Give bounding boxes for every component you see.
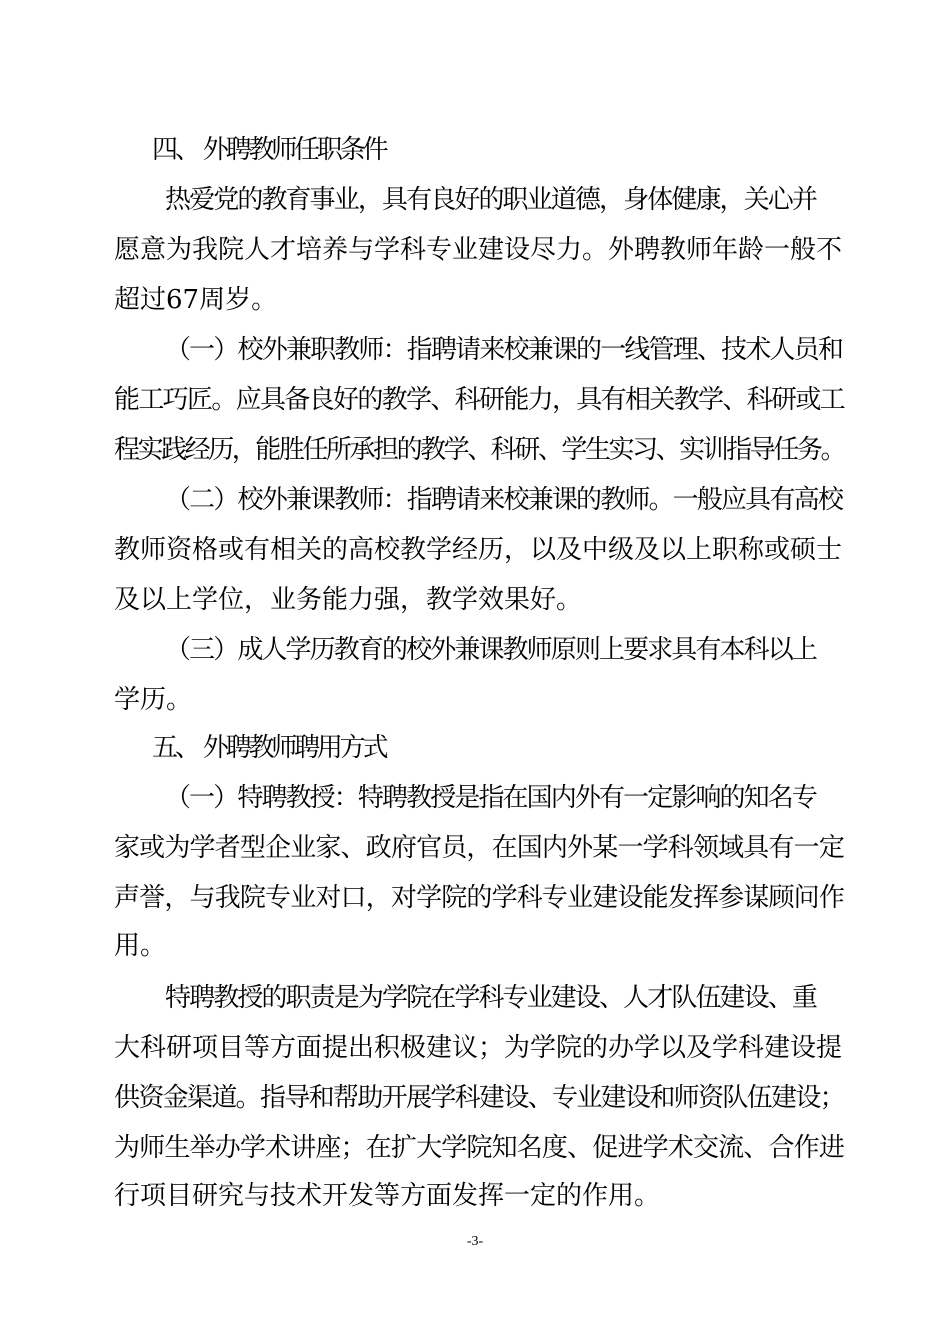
paragraph-line: 声誉，与我院专业对口，对学院的学科专业建设能发挥参谋顾问作 (114, 883, 845, 913)
paragraph-line: 特聘教授的职责是为学院在学科专业建设、人才队伍建设、重 (165, 983, 817, 1013)
page-number: -3- (466, 1234, 484, 1249)
paragraph-line: 程实践经历，能胜任所承担的教学、科研、学生实习、实训指导任务。 (114, 435, 845, 465)
paragraph-line: 用。 (114, 931, 167, 961)
paragraph-line: 大科研项目等方面提出积极建议；为学院的办学以及学科建设提 (114, 1033, 843, 1063)
paragraph-line: 教师资格或有相关的高校教学经历，以及中级及以上职称或硕士 (114, 535, 843, 565)
paragraph-line: 能工巧匠。应具备良好的教学、科研能力，具有相关教学、科研或工 (114, 385, 845, 415)
paragraph-line: 热爱党的教育事业，具有良好的职业道德，身体健康，关心并 (165, 185, 817, 215)
paragraph-line: 为师生举办学术讲座；在扩大学院知名度、促进学术交流、合作进 (114, 1133, 845, 1163)
section-heading-four: 四、 外聘教师任职条件 (152, 135, 386, 165)
paragraph-line: 学历。 (114, 685, 193, 715)
paragraph-line: 及以上学位，业务能力强，教学效果好。 (114, 585, 583, 615)
paragraph-line: （一）校外兼职教师：指聘请来校兼课的一线管理、技术人员和 (165, 335, 843, 365)
paragraph-line: 行项目研究与技术开发等方面发挥一定的作用。 (114, 1181, 661, 1211)
paragraph-line: 供资金渠道。指导和帮助开展学科建设、专业建设和师资队伍建设； (114, 1083, 845, 1113)
paragraph-line: （一）特聘教授：特聘教授是指在国内外有一定影响的知名专 (165, 783, 817, 813)
section-heading-five: 五、 外聘教师聘用方式 (152, 733, 386, 763)
paragraph-line: 超过67周岁。 (114, 285, 278, 315)
paragraph-line: （三）成人学历教育的校外兼课教师原则上要求具有本科以上 (165, 635, 817, 665)
paragraph-line: 家或为学者型企业家、政府官员，在国内外某一学科领域具有一定 (114, 833, 845, 863)
paragraph-line: 愿意为我院人才培养与学科专业建设尽力。外聘教师年龄一般不 (114, 235, 843, 265)
paragraph-line: （二）校外兼课教师：指聘请来校兼课的教师。一般应具有高校 (165, 485, 843, 515)
